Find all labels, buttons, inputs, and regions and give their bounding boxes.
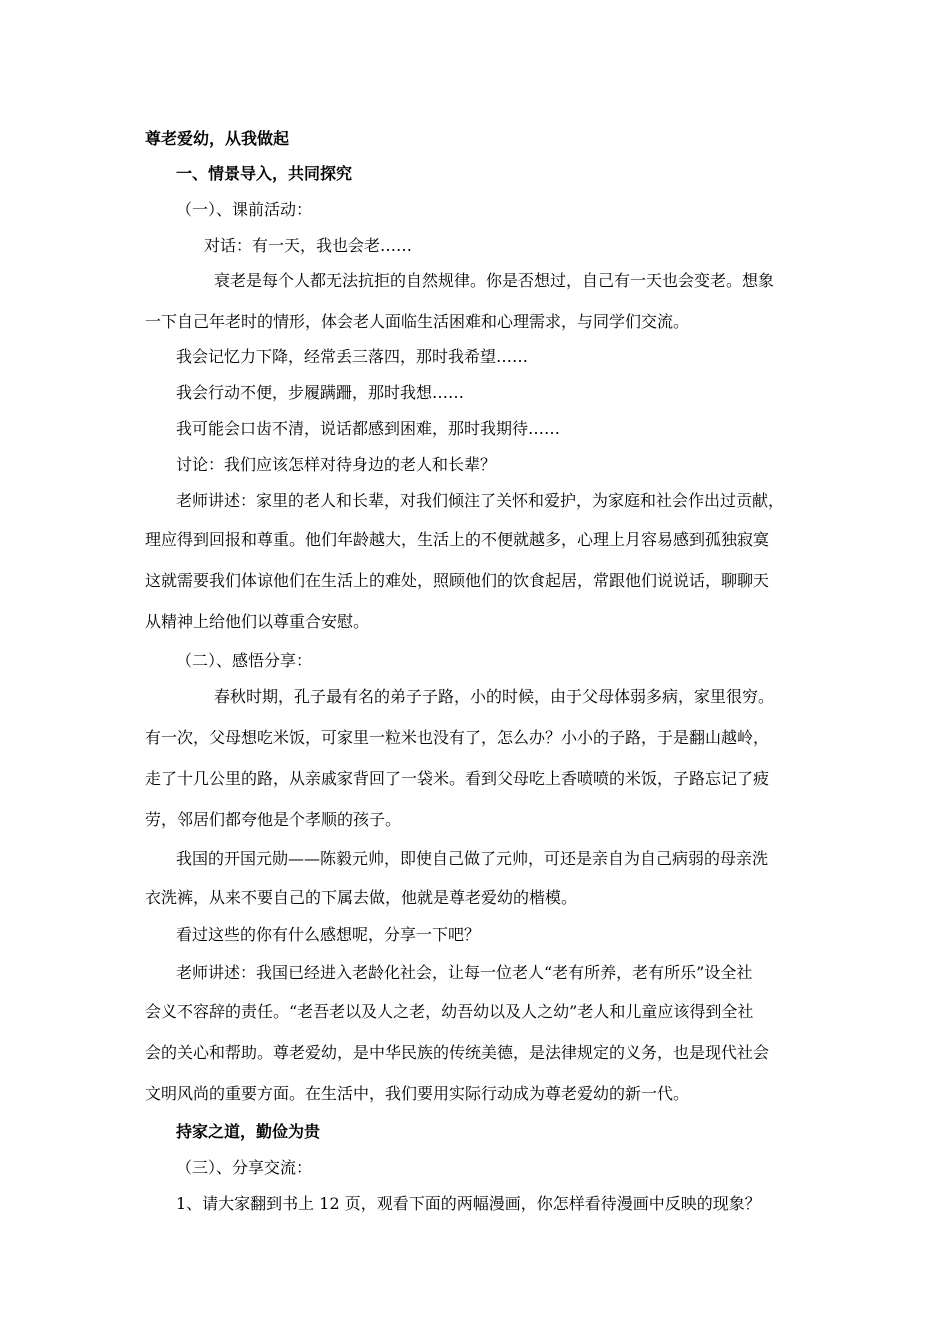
- section-heading-2: 持家之道，勤俭为贵: [176, 1122, 321, 1141]
- paragraph-line: 讨论：我们应该怎样对待身边的老人和长辈？: [176, 455, 497, 474]
- paragraph-line: 理应得到回报和尊重。他们年龄越大，生活上的不便就越多，心理上月容易感到孤独寂寞: [145, 530, 770, 549]
- paragraph-line: 对话：有一天，我也会老……: [204, 236, 413, 255]
- paragraph-line: 走了十几公里的路，从亲戚家背回了一袋米。看到父母吃上香喷喷的米饭，子路忘记了疲: [145, 769, 770, 788]
- paragraph-line: 衰老是每个人都无法抗拒的自然规律。你是否想过，自己有一天也会变老。想象: [214, 271, 775, 290]
- subsection-heading-1: （一）、课前活动：: [176, 200, 313, 219]
- paragraph-line: 文明风尚的重要方面。在生活中，我们要用实际行动成为尊老爱幼的新一代。: [145, 1084, 690, 1103]
- subsection-heading-2: （二）、感悟分享：: [176, 651, 313, 670]
- paragraph-line: 衣洗裤，从来不要自己的下属去做，他就是尊老爱幼的楷模。: [145, 888, 578, 907]
- paragraph-line: 1、请大家翻到书上 12 页，观看下面的两幅漫画，你怎样看待漫画中反映的现象？: [176, 1194, 761, 1213]
- paragraph-line: 看过这些的你有什么感想呢，分享一下吧？: [176, 925, 481, 944]
- section-heading-1: 一、情景导入，共同探究: [176, 164, 353, 183]
- paragraph-line: 春秋时期，孔子最有名的弟子子路，小的时候，由于父母体弱多病，家里很穷。: [214, 687, 775, 706]
- paragraph-line: 老师讲述：家里的老人和长辈，对我们倾注了关怀和爱护，为家庭和社会作出过贡献，: [176, 491, 785, 510]
- paragraph-line: 我会记忆力下降，经常丢三落四，那时我希望……: [176, 347, 529, 366]
- paragraph-line: 劳，邻居们都夸他是个孝顺的孩子。: [145, 810, 402, 829]
- paragraph-line: 会的关心和帮助。尊老爱幼，是中华民族的传统美德，是法律规定的义务，也是现代社会: [145, 1043, 770, 1062]
- paragraph-line: 我会行动不便，步履蹒跚，那时我想……: [176, 383, 465, 402]
- paragraph-line: 这就需要我们体谅他们在生活上的难处，照顾他们的饮食起居，常跟他们说说话，聊聊天: [145, 571, 770, 590]
- subsection-heading-3: （三）、分享交流：: [176, 1158, 313, 1177]
- paragraph-line: 一下自己年老时的情形，体会老人面临生活困难和心理需求，与同学们交流。: [145, 312, 690, 331]
- paragraph-line: 从精神上给他们以尊重合安慰。: [145, 612, 370, 631]
- paragraph-line: 老师讲述：我国已经进入老龄化社会，让每一位老人“老有所养，老有所乐”设全社: [176, 963, 753, 982]
- paragraph-line: 我可能会口齿不清，说话都感到困难，那时我期待……: [176, 419, 561, 438]
- paragraph-line: 有一次，父母想吃米饭，可家里一粒米也没有了，怎么办？小小的子路，于是翻山越岭，: [145, 728, 770, 747]
- lesson-title: 尊老爱幼，从我做起: [145, 129, 290, 148]
- paragraph-line: 我国的开国元勋——陈毅元帅，即使自己做了元帅，可还是亲自为自己病弱的母亲洗: [176, 849, 769, 868]
- paragraph-line: 会义不容辞的责任。“老吾老以及人之老，幼吾幼以及人之幼”老人和儿童应该得到全社: [145, 1002, 754, 1021]
